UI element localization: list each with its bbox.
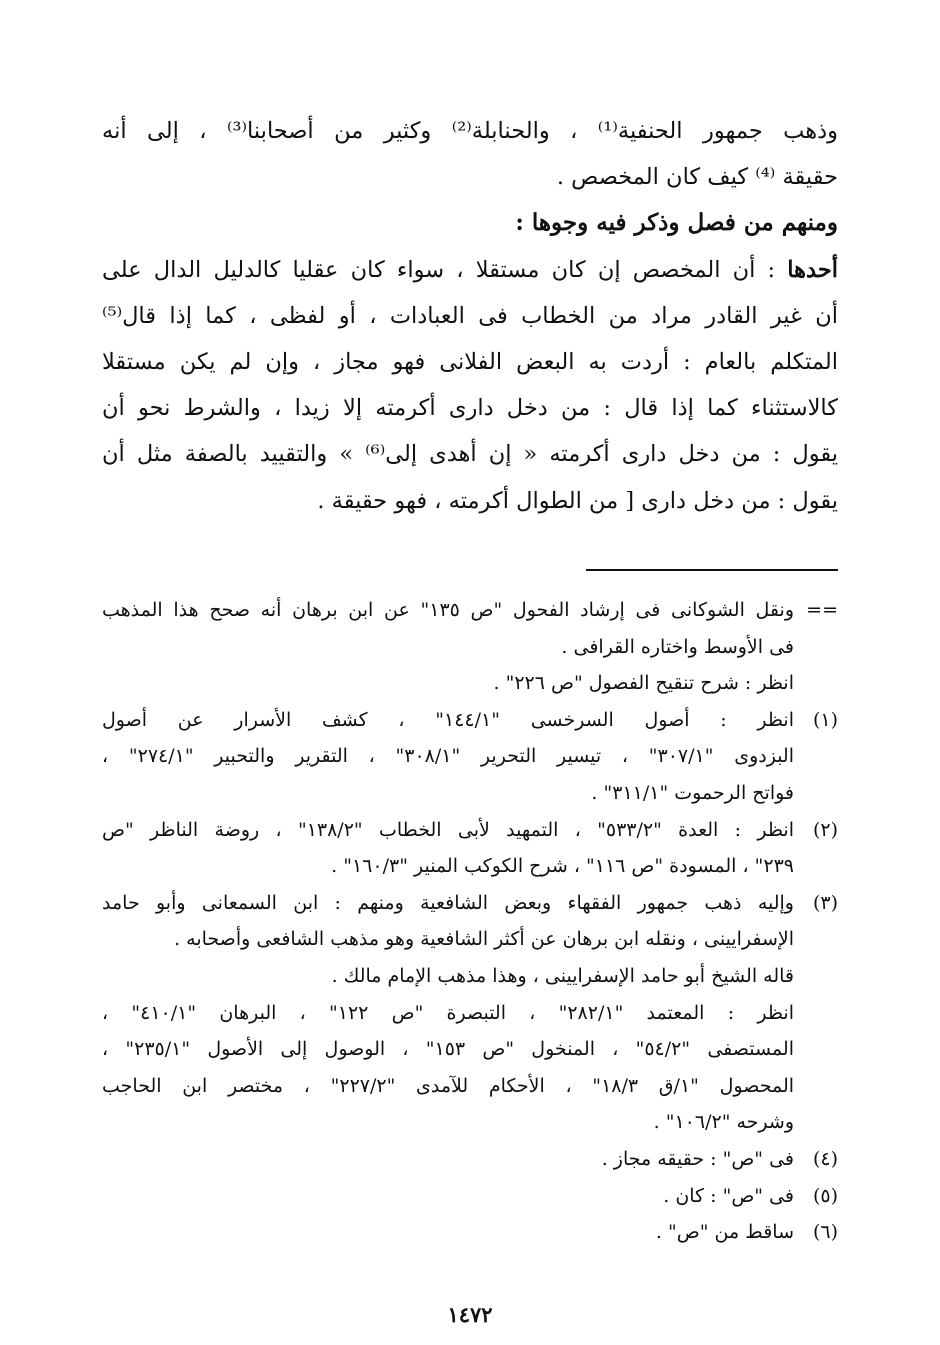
footnote-text: [102, 885, 794, 1141]
footnote-line: فى "ص" : حقيقه مجاز .: [601, 1147, 794, 1170]
footnote-line: قاله الشيخ أبو حامد الإسفرايينى ، وهذا مذهب الإمام مالك .: [331, 964, 794, 987]
footnote-text: [102, 592, 794, 702]
footnote: [102, 885, 838, 1141]
footnote-text: [102, 1141, 794, 1178]
footnote-text: [102, 1214, 794, 1251]
footnote-line: المستصفى "٥٤/٢" ، المنخول "ص ١٥٣" ، الوصول إلى الأصول "٢٣٥/١" ،: [102, 1038, 794, 1061]
footnote-line: فى الأوسط واختاره القرافى .: [561, 635, 794, 658]
body-line: حقيقة ⁽⁴⁾ كيف كان المخصص .: [556, 164, 838, 191]
body-line: يقول : من دخل دارى [ من الطوال أكرمته ، فهو حقيقة .: [317, 487, 838, 514]
footnote: [102, 592, 838, 702]
footnote-line: فواتح الرحموت "٣١١/١" .: [591, 781, 794, 804]
footnote-marker: (١): [812, 708, 838, 731]
footnote: [102, 1141, 838, 1178]
page-number: ١٤٧٢: [447, 1302, 493, 1327]
footnote-line: الإسفرايينى ، ونقله ابن برهان عن أكثر الشافعية وهو مذهب الشافعى وأصحابه .: [174, 928, 794, 951]
body-line: وذهب جمهور الحنفية⁽¹⁾ ، والحنابلة⁽²⁾ وكثير من أصحابنا⁽³⁾ ، إلى أنه: [102, 118, 838, 144]
body-line: أن غير القادر مراد من الخطاب فى العبادات ، أو لفظى ، كما إذا قال⁽⁵⁾: [102, 302, 838, 329]
footnote-marker: (٤): [812, 1147, 838, 1170]
footnote: [102, 702, 838, 812]
body-line: ومنهم من فصل وذكر فيه وجوها :: [515, 209, 838, 237]
footnotes: [102, 592, 838, 1251]
footnote-line: ونقل الشوكانى فى إرشاد الفحول "ص ١٣٥" عن ابن برهان أنه صحح هذا المذهب: [102, 599, 794, 621]
footnote-marker: (٣): [812, 891, 838, 914]
footnote-marker: ==: [806, 599, 838, 621]
footnote-divider: [586, 569, 838, 571]
footnote: [102, 812, 838, 885]
footnote-line: المحصول "١/ق ١٨/٣" ، الأحكام للآمدى "٢٢٧/٢" ، مختصر ابن الحاجب: [102, 1074, 794, 1097]
lead-word: أحدها: [787, 256, 838, 283]
footnote: [102, 1178, 838, 1215]
body-line: أحدها : أن المخصص إن كان مستقلا ، سواء كان عقليا كالدليل الدال على: [102, 256, 838, 283]
body-line: يقول : من دخل دارى أكرمته « إن أهدى إلى⁽⁶⁾ » والتقييد بالصفة مثل أن: [102, 441, 838, 468]
footnote: [102, 1214, 838, 1251]
footnote-line: فى "ص" : كان .: [663, 1184, 794, 1207]
body-line: المتكلم بالعام : أردت به البعض الفلانى فهو مجاز ، وإن لم يكن مستقلا: [102, 348, 838, 375]
footnote-line: ساقط من "ص" .: [655, 1221, 794, 1244]
footnote-line: وإليه ذهب جمهور الفقهاء وبعض الشافعية ومنهم : ابن السمعانى وأبو حامد: [102, 891, 794, 914]
footnote-marker: (٦): [812, 1221, 838, 1244]
body-line: كالاستثناء كما إذا قال : من دخل دارى أكرمته إلا زيدا ، والشرط نحو أن: [102, 395, 838, 422]
footnote-line: البزدوى "٣٠٧/١" ، تيسير التحرير "٣٠٨/١" ، التقرير والتحبير "٢٧٤/١" ،: [102, 745, 794, 768]
footnote-text: [102, 1178, 794, 1215]
footnote-line: وشرحه "١٠٦/٢" .: [653, 1111, 794, 1134]
footnote-line: انظر : العدة "٥٣٣/٢" ، التمهيد لأبى الخطاب "١٣٨/٢" ، روضة الناظر "ص: [102, 818, 794, 841]
footnote-text: [102, 702, 794, 812]
footnote-line: انظر : شرح تنقيح الفصول "ص ٢٢٦" .: [493, 672, 794, 695]
footnote-marker: (٢): [812, 818, 838, 841]
main-text: [102, 108, 838, 524]
footnote-line: انظر : المعتمد "٢٨٢/١" ، التبصرة "ص ١٢٢" ، البرهان "٤١٠/١" ،: [102, 1001, 794, 1024]
footnote-line: انظر : أصول السرخسى "١٤٤/١" ، كشف الأسرار عن أصول: [102, 708, 794, 731]
footnote-line: ٢٣٩" ، المسودة "ص ١١٦" ، شرح الكوكب المنير "١٦٠/٣" .: [331, 855, 794, 878]
footnote-marker: (٥): [812, 1184, 838, 1207]
footnote-text: [102, 812, 794, 885]
